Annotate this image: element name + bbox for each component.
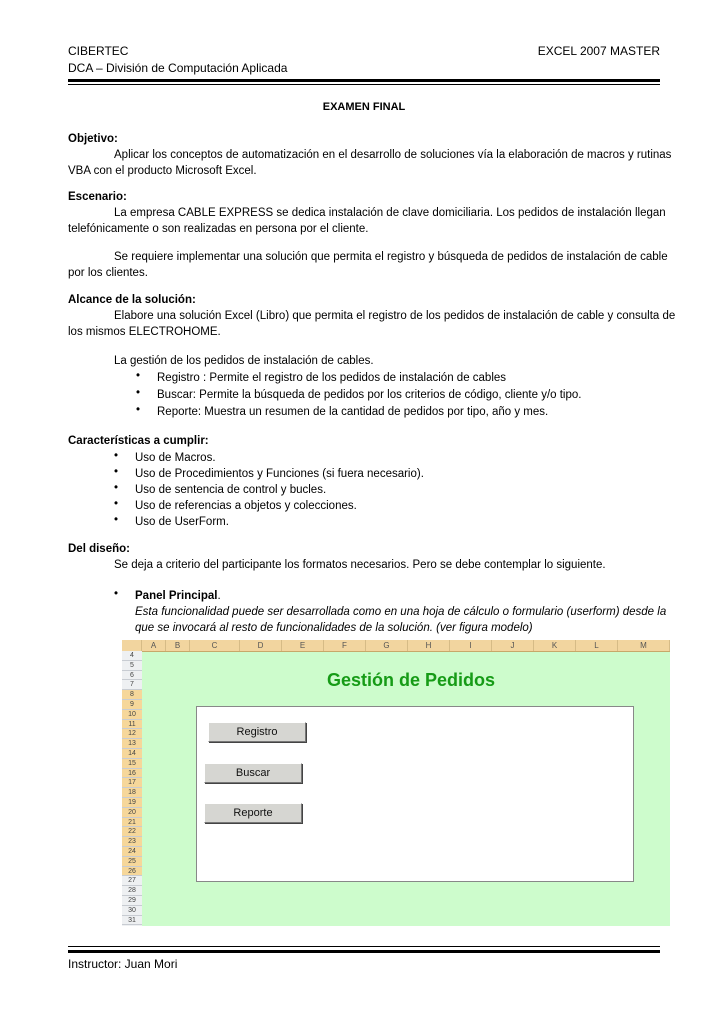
row-header-9[interactable]: 9 <box>122 700 142 710</box>
caracteristicas-item: Uso de Procedimientos y Funciones (si fuera necesario). <box>135 468 424 480</box>
row-header-27[interactable]: 27 <box>122 876 142 886</box>
caracteristicas-label: Características a cumplir: <box>68 435 209 447</box>
row-header-30[interactable]: 30 <box>122 906 142 916</box>
column-header-h[interactable]: H <box>408 640 450 651</box>
bullet-dot: • <box>136 370 141 382</box>
row-header-21[interactable]: 21 <box>122 818 142 828</box>
row-header-7[interactable]: 7 <box>122 680 142 690</box>
column-header-k[interactable]: K <box>534 640 576 651</box>
alcance-intro: La gestión de los pedidos de instalación de cables. <box>114 355 374 367</box>
header-left-line1: CIBERTEC <box>68 44 129 58</box>
column-header-c[interactable]: C <box>190 640 240 651</box>
diseno-italic-line1: Esta funcionalidad puede ser desarrollada como en una hoja de cálculo o formulario (userform) desde la <box>135 606 667 618</box>
row-header-5[interactable]: 5 <box>122 661 142 671</box>
footer-rule-thin <box>68 946 660 947</box>
registro-button[interactable]: Registro <box>208 722 306 742</box>
row-header-13[interactable]: 13 <box>122 739 142 749</box>
row-header-15[interactable]: 15 <box>122 759 142 769</box>
row-header-18[interactable]: 18 <box>122 788 142 798</box>
objetivo-line1: Aplicar los conceptos de automatización en el desarrollo de soluciones vía la elaboración de macros y rutinas <box>114 149 672 161</box>
row-header-28[interactable]: 28 <box>122 886 142 896</box>
caracteristicas-item: Uso de UserForm. <box>135 516 229 528</box>
select-all-corner[interactable] <box>122 640 142 651</box>
row-header-10[interactable]: 10 <box>122 710 142 720</box>
escenario-label: Escenario: <box>68 191 127 203</box>
column-header-b[interactable]: B <box>166 640 190 651</box>
panel-principal-period: . <box>217 590 221 602</box>
bullet-dot: • <box>114 482 119 494</box>
alcance-item-reporte: Reporte: Muestra un resumen de la cantidad de pedidos por tipo, año y mes. <box>157 406 549 418</box>
row-header-23[interactable]: 23 <box>122 837 142 847</box>
header-left-line2: DCA – División de Computación Aplicada <box>68 61 288 75</box>
row-header-4[interactable]: 4 <box>122 651 142 661</box>
column-header-l[interactable]: L <box>576 640 618 651</box>
column-header-a[interactable]: A <box>142 640 166 651</box>
buscar-button[interactable]: Buscar <box>204 763 302 783</box>
objetivo-label: Objetivo: <box>68 133 118 145</box>
column-header-m[interactable]: M <box>618 640 670 651</box>
row-header-16[interactable]: 16 <box>122 769 142 779</box>
caracteristicas-item: Uso de referencias a objetos y colecciones. <box>135 500 357 512</box>
escenario-p1-line1: La empresa CABLE EXPRESS se dedica instalación de clave domiciliaria. Los pedidos de instalación llegan <box>114 207 666 219</box>
alcance-line1: Elabore una solución Excel (Libro) que permita el registro de los pedidos de instalación de cable y consulta de <box>114 310 676 322</box>
header-right-line1: EXCEL 2007 MASTER <box>537 44 660 58</box>
page-title: EXAMEN FINAL <box>322 101 406 113</box>
diseno-line1: Se deja a criterio del participante los formatos necesarios. Pero se debe contemplar lo siguiente. <box>114 559 606 571</box>
bullet-dot: • <box>114 588 119 600</box>
escenario-p1-line2: telefónicamente o son realizadas en persona por el cliente. <box>68 223 369 235</box>
column-header-g[interactable]: G <box>366 640 408 651</box>
excel-figure <box>122 640 670 926</box>
column-header-i[interactable]: I <box>450 640 492 651</box>
bullet-dot: • <box>114 450 119 462</box>
footer-rule-thick <box>68 950 660 953</box>
row-header-8[interactable]: 8 <box>122 690 142 700</box>
reporte-button[interactable]: Reporte <box>204 803 302 823</box>
row-header-26[interactable]: 26 <box>122 867 142 877</box>
figure-title: Gestión de Pedidos <box>327 670 496 690</box>
header-rule-thin <box>68 84 660 85</box>
row-header-17[interactable]: 17 <box>122 778 142 788</box>
footer-instructor: Instructor: Juan Mori <box>68 957 178 971</box>
row-header-31[interactable]: 31 <box>122 916 142 926</box>
row-header-bar <box>122 651 142 926</box>
escenario-p2-line1: Se requiere implementar una solución que permita el registro y búsqueda de pedidos de instalación de cable <box>114 251 668 263</box>
bullet-dot: • <box>136 387 141 399</box>
column-header-bar <box>122 640 670 652</box>
diseno-italic-line2: que se invocará al resto de funcionalidades de la solución. (ver figura modelo) <box>135 622 533 634</box>
header-rule-thick <box>68 79 660 82</box>
row-header-25[interactable]: 25 <box>122 857 142 867</box>
diseno-bullet <box>135 590 221 602</box>
row-header-11[interactable]: 11 <box>122 720 142 730</box>
row-header-12[interactable]: 12 <box>122 729 142 739</box>
row-header-19[interactable]: 19 <box>122 798 142 808</box>
row-header-29[interactable]: 29 <box>122 896 142 906</box>
caracteristicas-item: Uso de Macros. <box>135 452 216 464</box>
column-header-f[interactable]: F <box>324 640 366 651</box>
bullet-dot: • <box>114 514 119 526</box>
row-header-14[interactable]: 14 <box>122 749 142 759</box>
bullet-dot: • <box>114 466 119 478</box>
row-header-22[interactable]: 22 <box>122 827 142 837</box>
column-header-j[interactable]: J <box>492 640 534 651</box>
row-header-24[interactable]: 24 <box>122 847 142 857</box>
alcance-line2: los mismos ELECTROHOME. <box>68 326 221 338</box>
panel-principal-title: Panel Principal <box>135 590 218 602</box>
escenario-p2-line2: por los clientes. <box>68 267 148 279</box>
alcance-item-buscar: Buscar: Permite la búsqueda de pedidos por los criterios de código, cliente y/o tipo. <box>157 389 582 401</box>
alcance-item-registro: Registro : Permite el registro de los pedidos de instalación de cables <box>157 372 507 384</box>
caracteristicas-item: Uso de sentencia de control y bucles. <box>135 484 327 496</box>
column-header-d[interactable]: D <box>240 640 282 651</box>
bullet-dot: • <box>114 498 119 510</box>
column-header-e[interactable]: E <box>282 640 324 651</box>
row-header-6[interactable]: 6 <box>122 671 142 681</box>
bullet-dot: • <box>136 404 141 416</box>
objetivo-line2: VBA con el producto Microsoft Excel. <box>68 165 257 177</box>
alcance-label: Alcance de la solución: <box>68 294 196 306</box>
row-header-20[interactable]: 20 <box>122 808 142 818</box>
diseno-label: Del diseño: <box>68 543 130 555</box>
